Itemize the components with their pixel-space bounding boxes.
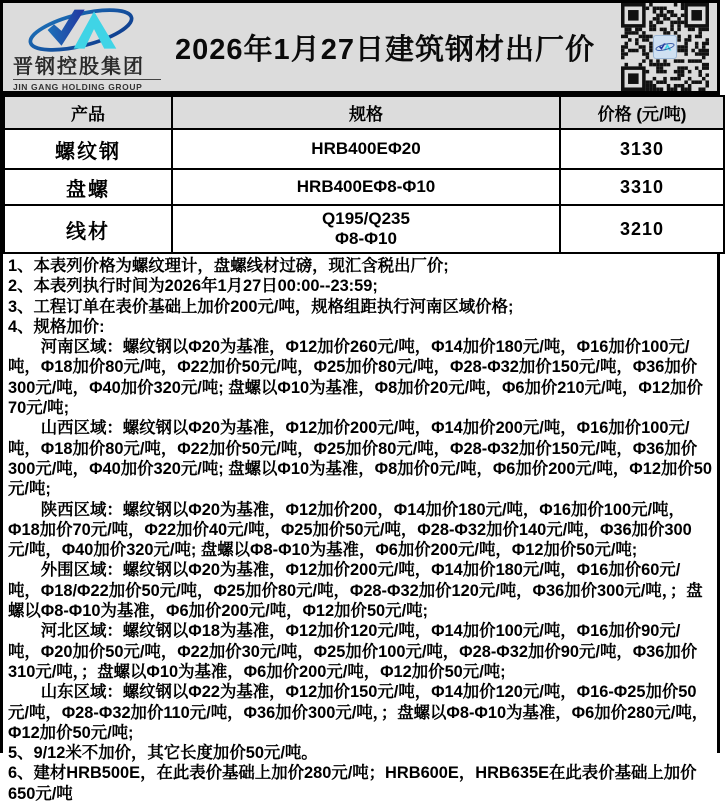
product-name: 盘螺: [4, 169, 172, 205]
note-region-waiwei: 外围区域：螺纹钢以Φ20为基准，Φ12加价200元/吨，Φ14加价180元/吨，Φ16加价60元/吨，Φ18/Φ22加价50元/吨，Φ25加价80元/吨，Φ28-Φ32加价120元/吨，Φ36加价300元/吨，；盘螺以Φ8-Φ10为基准，Φ6加价200元/吨，Φ12加价50元/吨;: [8, 561, 703, 621]
company-name-cn: 晋钢控股集团: [13, 56, 145, 78]
spec-line-2: Φ8-Φ10: [335, 229, 397, 248]
company-name-en: JIN GANG HOLDING GROUP: [13, 79, 161, 92]
note-line: 6、建材HRB500E，在此表价基础上加价280元/吨；HRB600E，HRB635E在此表价基础上加价650元/吨: [8, 764, 697, 803]
product-price: 3310: [560, 169, 724, 205]
product-name: 螺纹钢: [4, 129, 172, 169]
product-price: 3210: [560, 205, 724, 253]
table-header-row: [4, 96, 724, 129]
jingang-logo-icon: [25, 4, 137, 56]
table-row-coiled-rebar: [4, 169, 724, 205]
col-header-spec: 规格: [172, 96, 560, 129]
note-line: 1、本表列价格为螺纹理计，盘螺线材过磅，现汇含税出厂价;: [8, 257, 449, 275]
product-name: 线材: [4, 205, 172, 253]
qr-area: [613, 3, 717, 91]
note-region-henan: 河南区域：螺纹钢以Φ20为基准，Φ12加价260元/吨，Φ14加价180元/吨，Φ16加价100元/吨，Φ18加价80元/吨，Φ22加价50元/吨，Φ25加价80元/吨，Φ28-Φ32加价150元/吨，Φ36加价300元/吨，Φ40加价320元/吨; 盘螺以Φ10为基准，Φ8加价20元/吨，Φ6加价210元/吨，Φ12加价70元/吨;: [8, 338, 703, 418]
qr-code: [621, 3, 709, 91]
spec-line-1: Q195/Q235: [322, 209, 410, 228]
note-line: 4、规格加价:: [8, 317, 105, 336]
note-region-shanxi: 山西区域：螺纹钢以Φ20为基准，Φ12加价200元/吨，Φ14加价200元/吨，Φ16加价100元/吨，Φ18加价80元/吨，Φ22加价50元/吨，Φ25加价80元/吨，Φ28-Φ32加价150元/吨，Φ36加价300元/吨，Φ40加价320元/吨; 盘螺以Φ10为基准，Φ8加价0元/吨，Φ6加价200元/吨，Φ12加价50元/吨;: [8, 419, 712, 499]
company-logo: [3, 0, 161, 94]
table-row-wire-rod: [4, 205, 724, 253]
note-region-shandong: 山东区域：螺纹钢以Φ22为基准，Φ12加价150元/吨，Φ14加价120元/吨，Φ16-Φ25加价50元/吨，Φ28-Φ32加价110元/吨，Φ36加价300元/吨，；盘螺以Φ8-Φ10为基准，Φ6加价280元/吨，Φ12加价50元/吨;: [8, 683, 709, 742]
page-title: 2026年1月27日建筑钢材出厂价: [175, 33, 595, 66]
price-table: [3, 95, 725, 254]
notes-section: [3, 254, 717, 804]
note-line: 2、本表列执行时间为2026年1月27日00:00--23:59;: [8, 277, 378, 296]
header-band: [3, 3, 717, 95]
note-line: 3、工程订单在表价基础上加价200元/吨，规格组距执行河南区域价格;: [8, 297, 514, 316]
product-spec: HRB400EΦ20: [172, 129, 560, 169]
qr-center-logo-icon: [653, 35, 677, 59]
note-region-hebei: 河北区域：螺纹钢以Φ18为基准，Φ12加价120元/吨，Φ14加价100元/吨，Φ16加价90元/吨，Φ20加价50元/吨，Φ22加价30元/吨，Φ25加价100元/吨，Φ28-Φ32加价90元/吨，Φ36加价310元/吨，；盘螺以Φ10为基准，Φ6加价200元/吨，Φ12加价50元/吨;: [8, 622, 698, 681]
col-header-product: 产品: [4, 96, 172, 129]
note-line: 5、9/12米不加价，其它长度加价50元/吨。: [8, 744, 318, 763]
table-row-rebar: [4, 129, 724, 169]
product-price: 3130: [560, 129, 724, 169]
col-header-price: 价格 (元/吨): [560, 96, 724, 129]
product-spec: HRB400EΦ8-Φ10: [172, 169, 560, 205]
product-spec: [172, 205, 560, 253]
note-region-shaanxi: 陕西区域：螺纹钢以Φ20为基准，Φ12加价200，Φ14加价180元/吨，Φ16加价100元/吨，Φ18加价70元/吨，Φ22加价40元/吨，Φ25加价50元/吨，Φ28-Φ32加价140元/吨，Φ36加价300元/吨，Φ40加价320元/吨; 盘螺以Φ8-Φ10为基准，Φ6加价200元/吨，Φ12加价50元/吨;: [8, 500, 692, 560]
